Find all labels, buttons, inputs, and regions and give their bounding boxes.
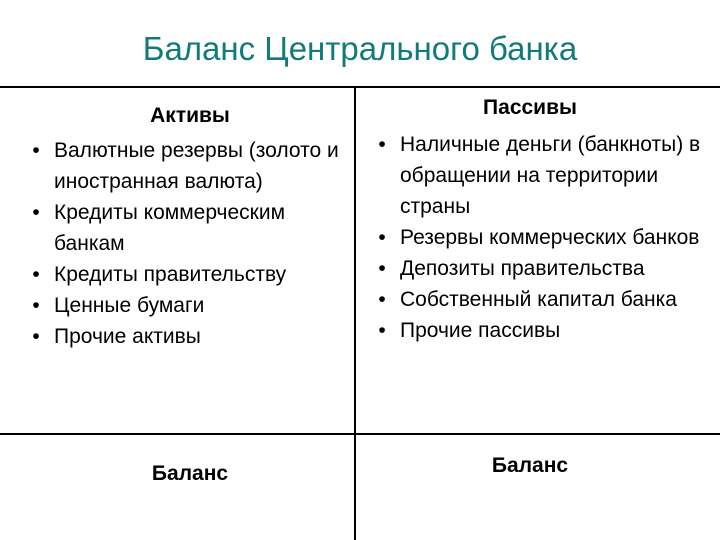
assets-item-label: Прочие активы bbox=[54, 325, 201, 348]
list-item bbox=[26, 321, 346, 352]
liabilities-balance-label: Баланс bbox=[491, 454, 569, 477]
liabilities-item-label: Собственный капитал банка bbox=[400, 288, 677, 311]
liabilities-item-label: Депозиты правительства bbox=[400, 257, 645, 280]
assets-item-label: Кредиты коммерческим банкам bbox=[54, 201, 286, 255]
list-item bbox=[26, 290, 346, 321]
list-item bbox=[26, 197, 346, 259]
bullet-icon: • bbox=[32, 263, 40, 286]
bullet-icon: • bbox=[32, 139, 40, 162]
bullet-icon: • bbox=[378, 133, 386, 156]
bullet-icon: • bbox=[32, 201, 40, 224]
assets-item-label: Ценные бумаги bbox=[54, 294, 205, 317]
assets-item-label: Валютные резервы (золото и иностранная валюта) bbox=[54, 139, 339, 193]
list-item bbox=[372, 129, 712, 222]
liabilities-heading: Пассивы bbox=[483, 96, 577, 119]
liabilities-item-label: Резервы коммерческих банков bbox=[400, 226, 700, 249]
table-balance-divider bbox=[0, 433, 720, 435]
list-item bbox=[372, 315, 712, 346]
bullet-icon: • bbox=[32, 294, 40, 317]
list-item bbox=[26, 259, 346, 290]
assets-item-label: Кредиты правительству bbox=[54, 263, 287, 286]
bullet-icon: • bbox=[378, 226, 386, 249]
liabilities-item-label: Прочие пассивы bbox=[400, 319, 561, 342]
assets-heading: Активы bbox=[150, 104, 230, 127]
bullet-icon: • bbox=[378, 257, 386, 280]
list-item bbox=[26, 135, 346, 197]
liabilities-item-label: Наличные деньги (банкноты) в обращении на территории страны bbox=[400, 133, 701, 218]
bullet-icon: • bbox=[378, 319, 386, 342]
column-divider bbox=[354, 86, 356, 540]
bullet-icon: • bbox=[378, 288, 386, 311]
list-item bbox=[372, 284, 712, 315]
bullet-icon: • bbox=[32, 325, 40, 348]
table-top-divider bbox=[0, 86, 720, 88]
list-item bbox=[372, 222, 712, 253]
assets-balance-label: Баланс bbox=[151, 462, 229, 485]
page-title: Баланс Центрального банка bbox=[142, 30, 578, 67]
assets-list bbox=[26, 135, 346, 352]
list-item bbox=[372, 253, 712, 284]
liabilities-list bbox=[372, 129, 712, 346]
